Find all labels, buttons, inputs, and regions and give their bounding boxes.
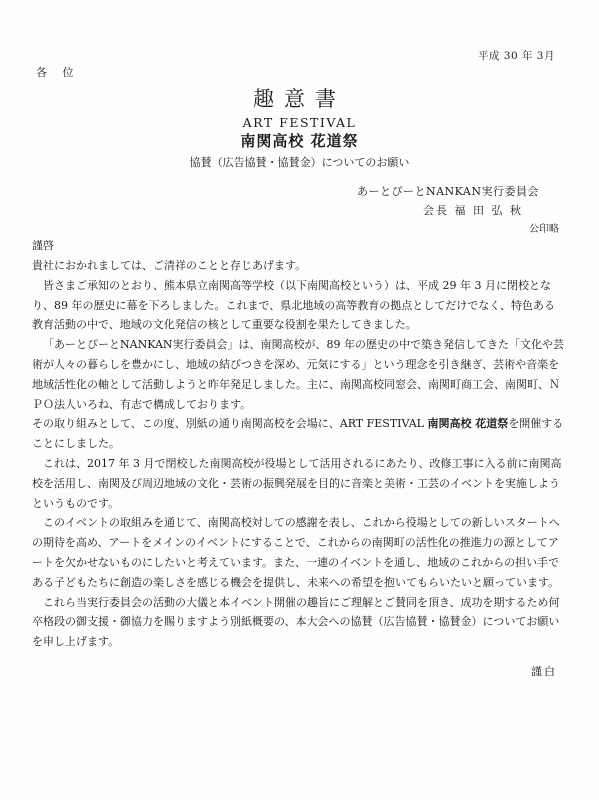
seal-note: 公印略	[529, 224, 559, 235]
event-name-inline: 南関高校 花道祭	[427, 417, 509, 431]
sender-organization: あーとぴーとNANKAN実行委員会	[356, 185, 539, 198]
letter-subject: 協賛（広告協賛・協賛金）についてのお願い	[189, 156, 410, 169]
body-text-span: 「あーとぴーとNANKAN実行委員会」は、南関高校が、89 年の歴史の中で築き発信してきた「文化や芸術が人々の暮らしを豊かにし、地域の結びつきを深め、元気にする」という理念を引き継ぎ、芸術や音楽を地域活性化の軸として活動しようと昨年発足しました。主に、南関高校同窓会、南関町商工会、南関町、ＮＰＯ法人いろね、有志で構成しております。	[32, 338, 565, 411]
event-name-japanese: 南関高校 花道祭	[240, 132, 359, 150]
body-paragraph: 皆さまご承知のとおり、熊本県立南関高等学校（以下南関高校という）は、平成 29 年 3 月に閉校となり、89 年の歴史に幕を下ろしました。これまで、県北地域の高等教育の拠点としてだけでなく、特色ある教育活動の中で、地域の文化発信の核として重要な役割を果たしてきました。	[32, 278, 556, 332]
body-text-span: その取り組みとして、この度、別紙の通り南関高校を会場に、ART FESTIVAL	[32, 417, 428, 431]
closing-remark: 謹白	[531, 665, 557, 678]
body-paragraph: 貴社におかれましては、ご清祥のことと存じあげます。	[32, 259, 307, 272]
event-name-english: ART FESTIVAL	[242, 115, 357, 130]
addressee: 各 位	[36, 66, 80, 79]
body-paragraph: これは、2017 年 3 月で閉校した南関高校が役場として活用されるにあたり、改修工事に入る前に南関高校を活用し、南関及び周辺地域の文化・芸術の振興発展を目的に音楽と美術・工芸のイベントを実施しようというものです。	[32, 456, 562, 510]
body-paragraph: これら当実行委員会の活動の大儀と本イベント開催の趣旨にご理解とご賛同を頂き、成功を期するため何卒格段の御支援・御協力を賜りますよう別紙概要の、本大会への協賛（広告協賛・協賛金）についてお願いを申し上げます。	[32, 595, 560, 649]
letter-date: 平成 30 年 3月	[477, 50, 555, 62]
body-paragraph: このイベントの取組みを通じて、南関高校対しての感謝を表し、これから役場としての新しいスタートへの期待を高め、アートをメインのイベントにすることで、これからの南関町の活性化の推進力の源としてアートを欠かせないものにしたいと考えています。また、一連のイベントを通し、地域のこれからの担い手である子どもたちに創造の楽しさを感じる機会を提供し、未来への希望を抱いてもらいたいと願っています。	[32, 516, 560, 589]
body-text-span: を開催することにしました。	[32, 417, 564, 451]
sender-chairman: 会長 福 田 弘 秋	[423, 204, 523, 217]
body-paragraph	[32, 335, 566, 414]
opening-greeting: 謹啓	[32, 239, 54, 252]
document-title: 趣意書	[253, 87, 346, 111]
letter-body	[32, 256, 566, 652]
body-paragraph	[32, 414, 566, 454]
